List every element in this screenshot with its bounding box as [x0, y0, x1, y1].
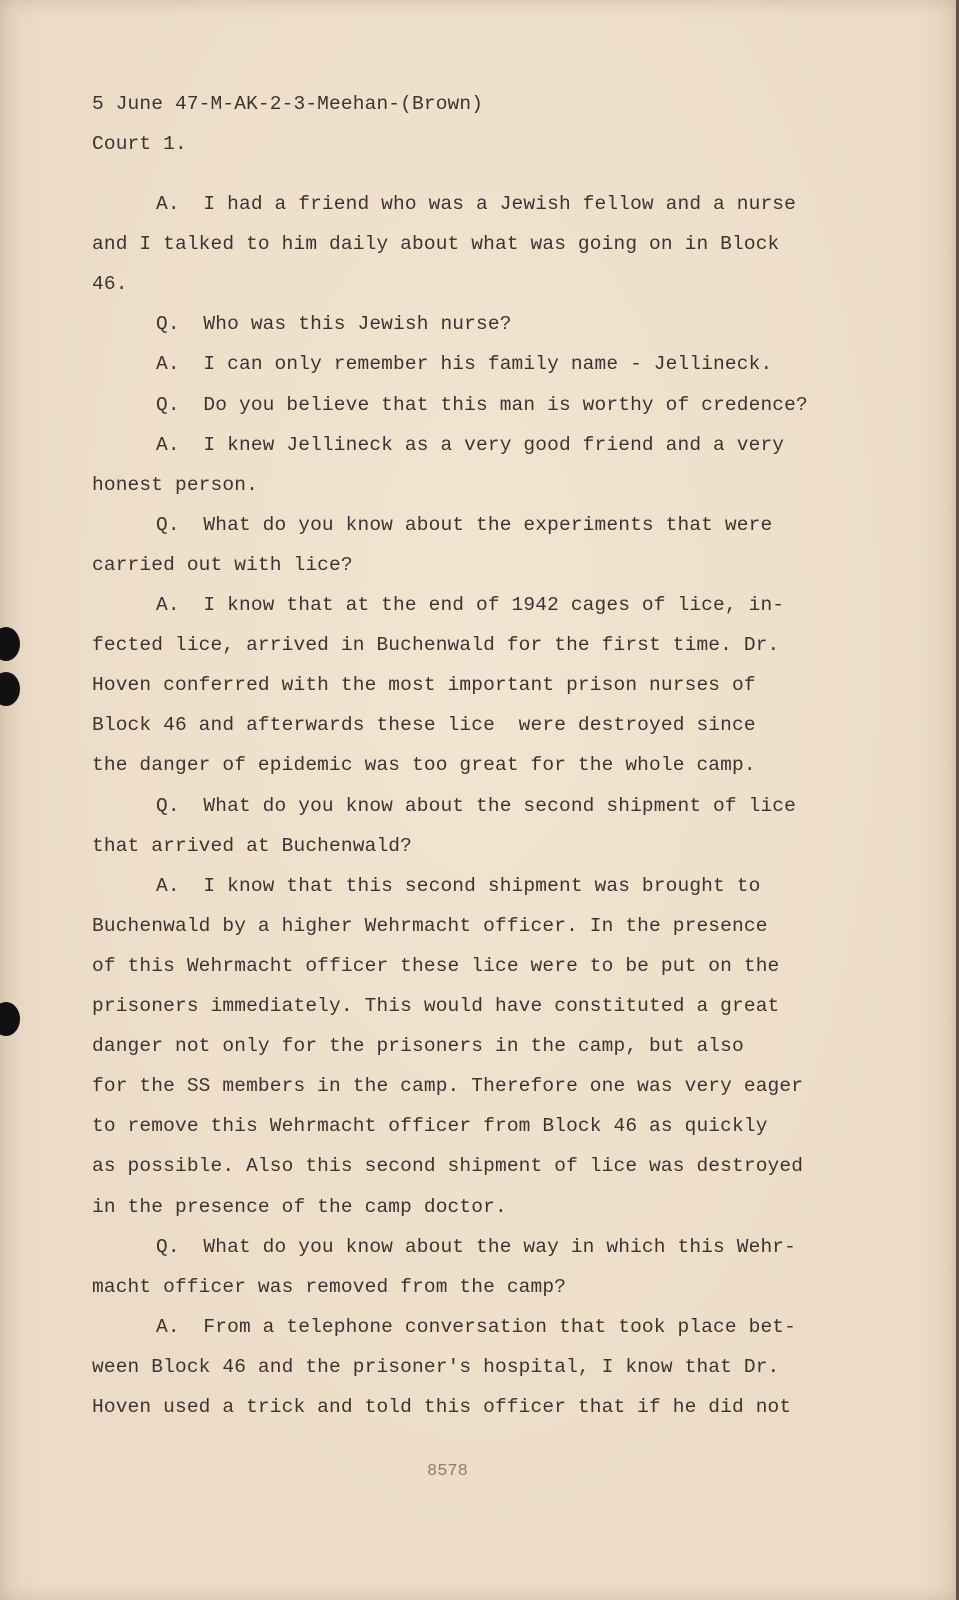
transcript-line: in the presence of the camp doctor. — [92, 1195, 507, 1218]
transcript-line: Buchenwald by a higher Wehrmacht officer. In the presence — [92, 914, 768, 937]
transcript-line: honest person. — [92, 473, 258, 496]
transcript-line: Q. What do you know about the way in which this Wehr- — [156, 1235, 797, 1258]
header-line-2: Court 1. — [92, 133, 187, 155]
binder-hole-2 — [0, 672, 20, 706]
transcript-line: A. I knew Jellineck as a very good friend and a very — [156, 433, 785, 456]
transcript-line: Hoven conferred with the most important prison nurses of — [92, 674, 756, 697]
binder-hole-1 — [0, 627, 20, 661]
transcript-line: Hoven used a trick and told this officer that if he did not — [92, 1396, 792, 1418]
binder-hole-3 — [0, 1002, 20, 1036]
transcript-line: Q. Do you believe that this man is worthy of credence? — [156, 393, 808, 416]
transcript-line: 46. — [92, 273, 128, 296]
transcript-line: carried out with lice? — [92, 553, 353, 576]
transcript-line: to remove this Wehrmacht officer from Block 46 as quickly — [92, 1115, 768, 1138]
transcript-line: ween Block 46 and the prisoner's hospital, I know that Dr. — [92, 1355, 780, 1378]
transcript-line: A. I had a friend who was a Jewish fellow and a nurse — [156, 193, 797, 215]
transcript-line: A. I can only remember his family name - Jellineck. — [156, 353, 773, 376]
transcript-line: A. I know that this second shipment was brought to — [156, 874, 761, 897]
transcript-line: for the SS members in the camp. Therefore one was very eager — [92, 1075, 804, 1098]
transcript-line: Q. Who was this Jewish nurse? — [156, 313, 512, 336]
transcript-line: Block 46 and afterwards these lice were destroyed since — [92, 714, 756, 737]
transcript-line: prisoners immediately. This would have constituted a great — [92, 995, 780, 1017]
header-line-1: 5 June 47-M-AK-2-3-Meehan-(Brown) — [92, 93, 484, 115]
transcript-line: macht officer was removed from the camp? — [92, 1275, 567, 1298]
transcript-line: the danger of epidemic was too great for the whole camp. — [92, 754, 756, 777]
transcript-line: that arrived at Buchenwald? — [92, 834, 413, 857]
transcript-line: danger not only for the prisoners in the camp, but also — [92, 1035, 744, 1058]
transcript-line: and I talked to him daily about what was going on in Block — [92, 233, 780, 256]
transcript-line: A. From a telephone conversation that took place bet- — [156, 1315, 797, 1338]
transcript-line: Q. What do you know about the second shipment of lice — [156, 794, 797, 817]
transcript-line: A. I know that at the end of 1942 cages of lice, in- — [156, 594, 785, 616]
page-number: 8578 — [427, 1462, 468, 1481]
transcript-line: as possible. Also this second shipment of lice was destroyed — [92, 1155, 804, 1178]
transcript-line: Q. What do you know about the experiments that were — [156, 513, 773, 536]
transcript-line: of this Wehrmacht officer these lice were to be put on the — [92, 954, 780, 977]
transcript-line: fected lice, arrived in Buchenwald for the first time. Dr. — [92, 634, 780, 657]
